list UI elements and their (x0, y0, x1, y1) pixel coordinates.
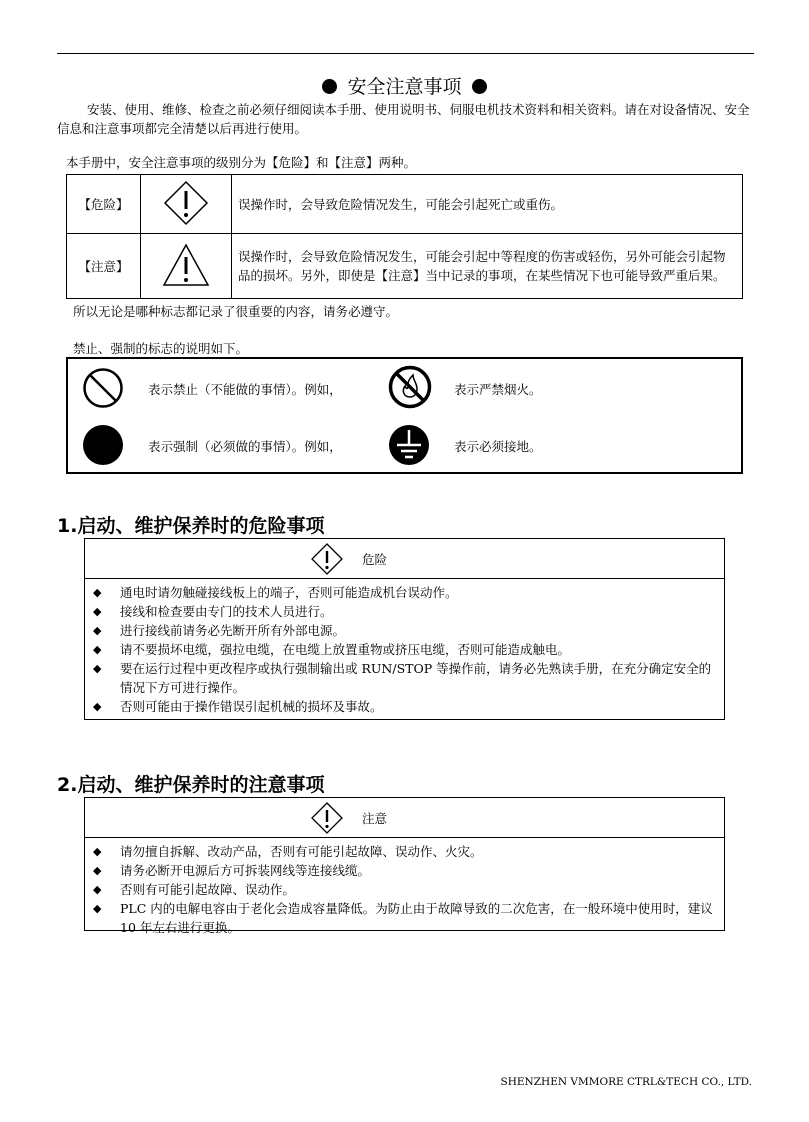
level-name: 【危险】 (67, 175, 141, 234)
diamond-bullet-icon: ◆ (93, 605, 102, 618)
caution-box (84, 797, 725, 935)
symbols-intro: 禁止、强制的标志的说明如下。 (73, 341, 249, 356)
diamond-bullet-icon: ◆ (93, 586, 102, 599)
diamond-bullet-icon: ◆ (93, 624, 102, 637)
ground-text: 表示必须接地。 (454, 439, 542, 454)
table-row (67, 175, 743, 234)
list-item: ◆ 接线和检查要由专门的技术人员进行。 (93, 604, 333, 619)
danger-diamond-icon (141, 175, 232, 234)
prohibit-icon (82, 367, 124, 409)
diamond-bullet-icon: ◆ (93, 883, 102, 896)
levels-intro: 本手册中，安全注意事项的级别分为【危险】和【注意】两种。 (66, 155, 417, 170)
list-item: ◆ 否则可能由于操作错误引起机械的损坏及事故。 (93, 699, 383, 714)
diamond-bullet-icon: ◆ (93, 902, 102, 915)
list-item: ◆ 进行接线前请务必先断开所有外部电源。 (93, 623, 346, 638)
prohibit-text: 表示禁止（不能做的事情）。例如， (148, 382, 342, 397)
list-item: ◆ 请勿擅自拆解、改动产品，否则有可能引起故障、误动作、火灾。 (93, 844, 483, 859)
header-rule (57, 53, 754, 54)
hazard-levels-table (66, 174, 743, 299)
danger-diamond-icon (310, 801, 344, 835)
list-item: ◆ 要在运行过程中更改程序或执行强制输出或 RUN/STOP 等操作前，请务必先熟读手册，在充分确定安全的情况下方可进行操作。 (93, 661, 712, 695)
section2-heading: 2.启动、维护保养时的注意事项 (57, 774, 325, 796)
caution-box-label: 注意 (362, 811, 388, 826)
section1-heading: 1.启动、维护保养时的危险事项 (57, 515, 325, 537)
diamond-bullet-icon: ◆ (93, 700, 102, 713)
footer-company: SHENZHEN VMMORE CTRL&TECH CO., LTD. (500, 1076, 752, 1088)
caution-triangle-icon (141, 234, 232, 299)
mandatory-icon (82, 424, 124, 466)
level-name: 【注意】 (67, 234, 141, 299)
no-fire-icon (388, 365, 432, 409)
bullet-dot-icon (322, 79, 337, 94)
list-item: ◆ PLC 内的电解电容由于老化会造成容量降低。为防止由于故障导致的二次危害，在一般环境中使用时，建议 10 年左右进行更换。 (93, 901, 713, 935)
intro-paragraph: 安装、使用、维修、检查之前必须仔细阅读本手册、使用说明书、伺服电机技术资料和相关资料。请在对设备情况、安全信息和注意事项都完全清楚以后再进行使用。 (57, 102, 750, 136)
danger-diamond-icon (310, 542, 344, 576)
list-item: ◆ 否则有可能引起故障、误动作。 (93, 882, 296, 897)
list-item: ◆ 请务必断开电源后方可拆装网线等连接线缆。 (93, 863, 371, 878)
danger-list (85, 579, 724, 718)
table-row (67, 234, 743, 299)
bullet-dot-icon (472, 79, 487, 94)
ground-icon (388, 424, 430, 466)
levels-note: 所以无论是哪种标志都记录了很重要的内容，请务必遵守。 (73, 304, 399, 319)
level-description: 误操作时，会导致危险情况发生，可能会引起中等程度的伤害或轻伤，另外可能会引起物品的损坏。另外，即使是【注意】当中记录的事项，在某些情况下也可能导致严重后果。 (232, 234, 743, 299)
mandatory-text: 表示强制（必须做的事情）。例如， (148, 439, 342, 454)
page-title: 安全注意事项 (0, 72, 809, 99)
symbols-box (66, 357, 743, 474)
caution-box-header (85, 798, 724, 838)
caution-list (85, 838, 724, 939)
list-item: ◆ 请不要损坏电缆，强拉电缆，在电缆上放置重物或挤压电缆，否则可能造成触电。 (93, 642, 571, 657)
danger-box-header (85, 539, 724, 579)
diamond-bullet-icon: ◆ (93, 662, 102, 675)
danger-box (84, 538, 725, 720)
list-item: ◆ 通电时请勿触碰接线板上的端子，否则可能造成机台误动作。 (93, 585, 458, 600)
diamond-bullet-icon: ◆ (93, 845, 102, 858)
diamond-bullet-icon: ◆ (93, 643, 102, 656)
no-fire-text: 表示严禁烟火。 (454, 382, 542, 397)
level-description: 误操作时，会导致危险情况发生，可能会引起死亡或重伤。 (232, 175, 743, 234)
diamond-bullet-icon: ◆ (93, 864, 102, 877)
danger-box-label: 危险 (362, 552, 388, 567)
